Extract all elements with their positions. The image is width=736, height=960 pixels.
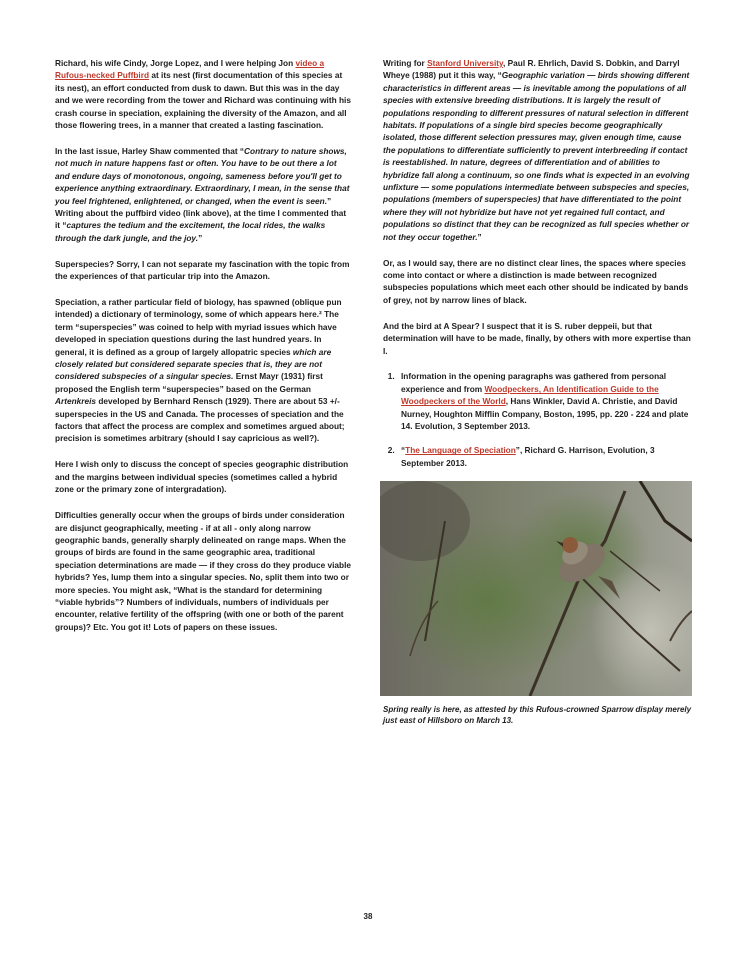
paragraph: And the bird at A Spear? I suspect that it is S. ruber deppeii, but that determination will have to be made, finally, by others with more expertise than I. [383,320,691,356]
paragraph: In the last issue, Harley Shaw commented that “Contrary to nature shows, not much in nature happens fast or often. You have to be out there a lot and endure days of monotonous, ongoing, sameness before you'll get to experience anything extraordinary. Extraordinary, I mean, in the sense that you feel frightened, enlightened, or changed, when the event is seen.” Writing about the puffbird video (link above), at the time I commented that it “captures the tedium and the excitement, the local rides, the walks through the dark jungle, and the joy.” [55,145,350,243]
paragraph: Or, as I would say, there are no distinct clear lines, the spaces where species come into contact or where a distinction is made between recognized subspecies populations which meet each other should be indicated by bands of grey, not by narrow lines of black. [383,257,689,305]
stanford-link[interactable]: Stanford University [427,58,504,68]
photo-caption: Spring really is here, as attested by this Rufous-crowned Sparrow display merely just east of Hillsboro on March 13. [383,705,692,726]
reference-item: 2. “The Language of Speciation”, Richard G. Harrison, Evolution, 3 September 2013. [397,444,693,469]
left-column [55,57,352,647]
references-list [383,370,693,469]
sparrow-photo [380,481,692,696]
language-of-speciation-link[interactable]: The Language of Speciation [405,445,516,456]
paragraph: Superspecies? Sorry, I can not separate my fascination with the topic from the experiences of that particular trip into the Amazon. [55,258,350,282]
right-column [383,57,693,726]
paragraph: Difficulties generally occur when the groups of birds under consideration are disjunct geographically, meeting - if at all - only along narrow geographic bands, generally sharply delineated on range maps. When the groups of birds are found in the same geographic area, traditional speciation determinations are made — if they cross do they produce viable hybrids? Yes, lump them into a singular species. No, split them into two or more species. You might ask, “What is the standard for determining “viable hybrids”? Numbers of individuals, numbers of individuals per encounter, relative fertility of the offspring (with one or both of the parent groups)? Etc. You got it! Lots of papers on these issues. [55,510,352,632]
paragraph: Here I wish only to discuss the concept of species geographic distribution and the margins between individual species (sometimes called a hybrid zone or the primary zone of intergradation). [55,459,349,495]
puffbird-video-link[interactable]: video a Rufous-necked Puffbird [55,58,325,81]
paragraph: Speciation, a rather particular field of biology, has spawned (oblique pun intended) a dictionary of terminology, some of which appears here.² The term “superspecies” was coined to help with myriad issues which have developed in speciation questions during the last hundred years. In general, it is defined as a group of largely allopatric species which are closely related but considered separate species that is, they are not considered subspecies of a singular species. Ernst Mayr (1931) first proposed the English term “superspecies” based on the German Artenkreis developed by Bernhard Rensch (1929). There are about 53 +/- superspecies in the US and Canada. The processes of speciation and the factors that affect the process are complex and sometimes argued about; precision is sometimes arbitrary (should I say capricious as well?). [55,297,345,444]
page-number: 38 [363,912,373,921]
paragraph: Richard, his wife Cindy, Jorge Lopez, and I were helping Jon video a Rufous-necked Puffbird at its nest (first documentation of this species at its nest), an effort conducted from dusk to dawn. But this was in the day and we were recording from the tower and Richard was continuing with his crash course in speciation, explaining the diversity of the Amazon, and all those flowering trees, in a manner that created a lasting fascination. [55,58,351,131]
paragraph: Writing for Stanford University, Paul R. Ehrlich, David S. Dobkin, and Darryl Wheye (1988) put it this way, “Geographic variation — birds showing different characteristics in different areas — is inevitable among the populations of all species with extensive breeding distributions. It is largely the result of populations responding to different pressures of natural selection in different habitats. If populations of a single bird species become geographically isolated, those different selection pressures may, given enough time, cause the populations to differentiate sufficiently to prevent interbreeding if contact is reestablished. In nature, degrees of differentiation and of abilities to hybridize fall along a continuum, so one finds what is expected in an evolving unfixture — some populations intermediate between subspecies and species, populations (members of superspecies) that have differentiated to the point where they will not hybridize but have not yet regained full contact, and populations so distinct that they can be recognized as full species whether or not they occur together.” [383,58,690,242]
reference-item: 1. Information in the opening paragraphs was gathered from personal experience and from Woodpeckers, An Identification Guide to the Woodpeckers of the World, Hans Winkler, David A. Christie, and David Nurney, Houghton Mifflin Company, Boston, 1995, pp. 220 - 224 and plate 14. Evolution, 3 September 2013. [397,370,693,432]
woodpeckers-guide-link[interactable]: Woodpeckers, An Identification Guide to the Woodpeckers of the World [401,383,659,407]
